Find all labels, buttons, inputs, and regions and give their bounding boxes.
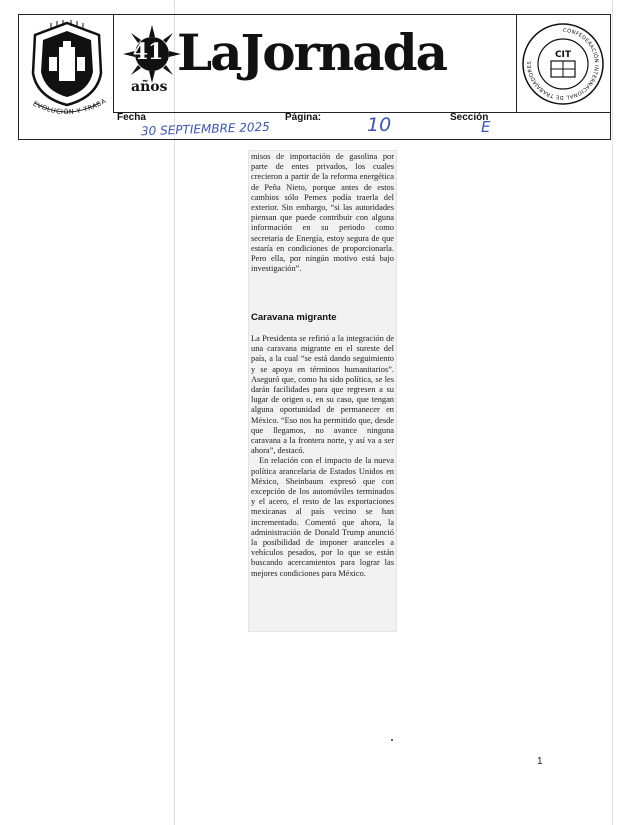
- newspaper-title: LaJornada: [177, 23, 447, 82]
- article-intro-paragraph: misos de importación de gasolina por parte de entes privados, los cuales crecieron a partir de la reforma energética de Peña Nieto, porque antes de estos cambios sólo Pemex podía traerla del exterior. Sin embargo, “si las autoridades piensan que puede contribuir con alguna información en su periodo como secretaria de Energía, estoy segura de que estaría en condiciones de proporcionarla. Pero ella, por ningún motivo está bajo investigación”.: [251, 152, 394, 274]
- anniversary-number: 41: [132, 39, 164, 65]
- article-clipping: [248, 150, 397, 632]
- cit-ring-text: CONFEDERACIÓN INTERNACIONAL DE TRABAJADORES: [526, 27, 599, 101]
- article-subhead: Caravana migrante: [251, 312, 337, 323]
- header-row-divider: [113, 112, 610, 113]
- article-paragraph: En relación con el impacto de la nueva política arancelaria de Estados Unidos en México, Sheinbaum expresó que con excepción de los automóviles terminados y el acero, el resto de las exportaciones mexicanas al país vecino se han incrementado. Comentó que ahora, la administración de Donald Trump anunció la posibilidad de imponer aranceles a vehículos pesados, por lo que se están buscando acercamientos para lograr las mejores condiciones para México.: [251, 456, 394, 578]
- pagina-label: Página:: [285, 112, 322, 123]
- header-divider: [516, 15, 517, 112]
- pagina-value: 10: [367, 114, 392, 136]
- fecha-label: Fecha: [117, 112, 146, 123]
- scan-speck: [391, 739, 393, 741]
- union-motto-text: EVOLUCIÓN Y TRABA: [31, 96, 108, 117]
- union-seal-logo: [21, 17, 113, 123]
- seccion-label: Sección: [450, 112, 489, 123]
- header-divider: [113, 15, 114, 112]
- newspaper-masthead: [119, 19, 509, 109]
- article-paragraph: La Presidenta se refirió a la integración de una caravana migrante en el sureste del país, a la cual “se está dando seguimiento y se apoya en términos humanitarios”. Aseguró que, como ha sido política, se les darán facilidades para que regresen a su lugar de origen o, en su caso, que tengan alguna oportunidad de permanecer en México. “Eso nos ha permitido que, desde que llegamos, no avance ninguna caravana a la frontera norte, y así va a ser ahora”, destacó.: [251, 334, 394, 456]
- clipping-header: [18, 14, 611, 140]
- fecha-value: 30 SEPTIEMBRE 2025: [140, 119, 271, 139]
- cit-seal-logo: [518, 19, 608, 109]
- cit-initials: CIT: [554, 50, 572, 60]
- seccion-value: E: [481, 118, 491, 136]
- page-number: 1: [537, 756, 543, 767]
- anniversary-word: años: [131, 79, 168, 95]
- page-edge-line: [612, 0, 613, 825]
